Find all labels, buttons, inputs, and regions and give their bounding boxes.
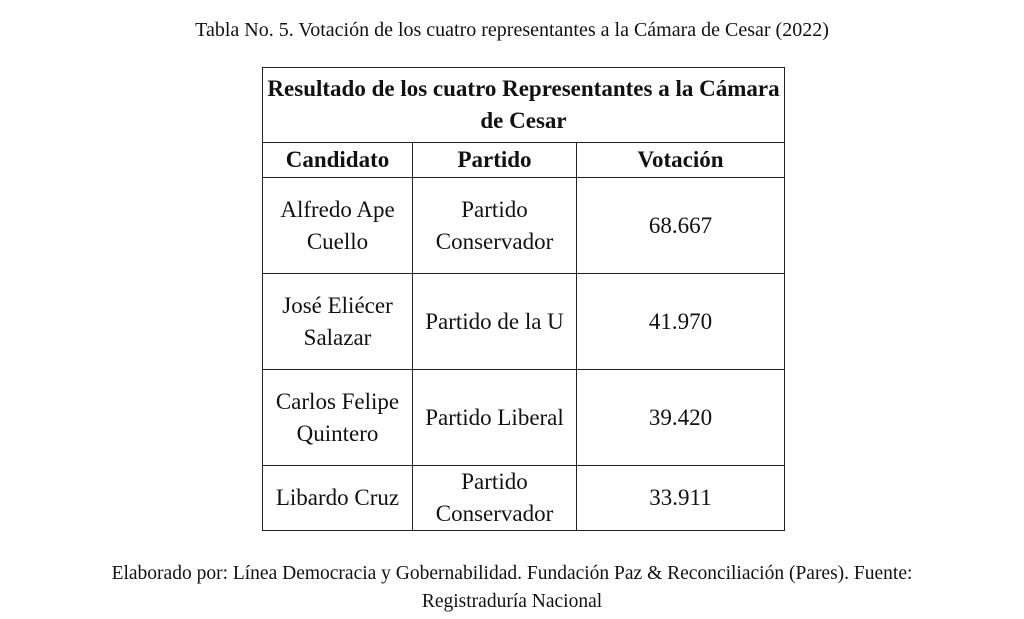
candidate-cell: Carlos Felipe Quintero: [263, 370, 413, 466]
table-caption: Tabla No. 5. Votación de los cuatro representantes a la Cámara de Cesar (2022): [195, 19, 829, 41]
table-row: [263, 178, 785, 274]
column-header-votes: Votación: [577, 143, 785, 178]
column-header-candidate: Candidato: [263, 143, 413, 178]
votes-cell: 39.420: [577, 370, 785, 466]
table-header-row: [263, 143, 785, 178]
party-cell: Partido Conservador: [413, 178, 577, 274]
candidate-cell: Libardo Cruz: [263, 466, 413, 531]
table-row: [263, 274, 785, 370]
party-cell: Partido de la U: [413, 274, 577, 370]
table-row: [263, 466, 785, 531]
votes-cell: 41.970: [577, 274, 785, 370]
table-title: Resultado de los cuatro Representantes a la Cámara de Cesar: [263, 68, 785, 143]
party-cell: Partido Conservador: [413, 466, 577, 531]
votes-cell: 33.911: [577, 466, 785, 531]
source-note: [0, 560, 1024, 616]
votes-cell: 68.667: [577, 178, 785, 274]
source-note-line-1: Elaborado por: Línea Democracia y Gobernabilidad. Fundación Paz & Reconciliación (Pares). Fuente:: [111, 563, 913, 584]
column-header-party: Partido: [413, 143, 577, 178]
table-title-row: [263, 68, 785, 143]
table-row: [263, 370, 785, 466]
candidate-cell: José Eliécer Salazar: [263, 274, 413, 370]
candidate-cell: Alfredo Ape Cuello: [263, 178, 413, 274]
results-table: [262, 67, 785, 531]
party-cell: Partido Liberal: [413, 370, 577, 466]
source-note-line-2: Registraduría Nacional: [421, 591, 603, 612]
